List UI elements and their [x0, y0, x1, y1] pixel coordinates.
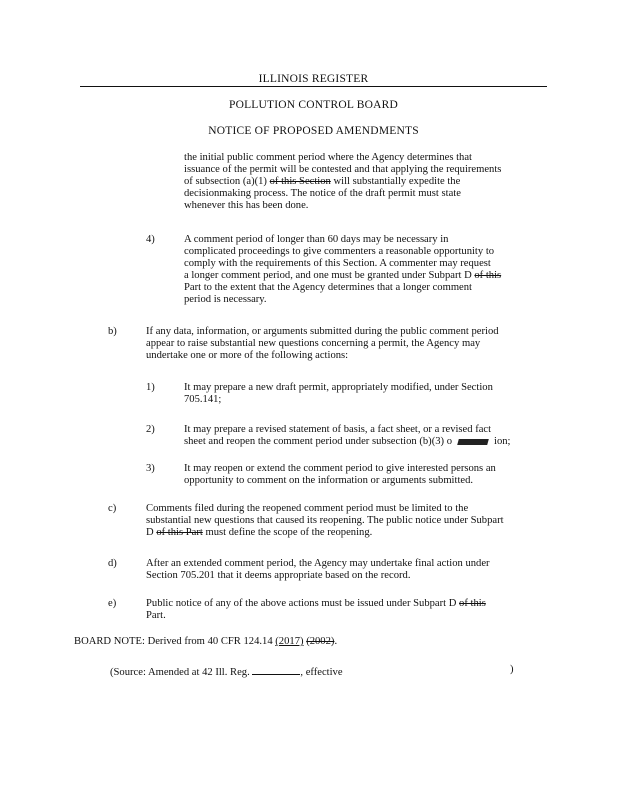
- deleted-text: (2002): [306, 636, 335, 647]
- text-span: will substantially expedite the: [333, 176, 461, 187]
- intro-paragraph: [184, 152, 501, 212]
- text-line: Section 705.201 that it deems appropriate based on the record.: [146, 570, 411, 581]
- item-label: e): [108, 598, 117, 609]
- text-line: undertake one or more of the following actions:: [146, 350, 349, 361]
- item-label: c): [108, 503, 117, 514]
- text-line: opportunity to comment on the information or arguments submitted.: [184, 475, 474, 486]
- text-span: sheet and reopen the comment period under subsection (b)(3) o: [184, 436, 452, 447]
- paragraph-e: [146, 598, 486, 622]
- text-span: (Source: Amended at 42 Ill. Reg.: [110, 667, 250, 678]
- item-label: 1): [146, 382, 155, 393]
- text-line: decisionmaking process. The notice of the draft permit must state: [184, 188, 461, 199]
- subitem-2: [184, 424, 510, 448]
- text-line: Comments filed during the reopened comment period must be limited to the: [146, 503, 469, 514]
- text-line: Part.: [146, 610, 166, 621]
- subitem-3: [184, 463, 496, 487]
- deleted-text: of this Section: [269, 176, 331, 187]
- text-line: A comment period of longer than 60 days may be necessary in: [184, 234, 449, 245]
- text-line: Part to the extent that the Agency determines that a longer comment: [184, 282, 473, 293]
- text-line: period is necessary.: [184, 294, 267, 305]
- source-line: [110, 664, 520, 679]
- text-line: It may prepare a revised statement of basis, a fact sheet, or a revised fact: [184, 424, 492, 435]
- text-line: [146, 527, 504, 539]
- text-span: .: [334, 636, 338, 647]
- text-line: After an extended comment period, the Agency may undertake final action under: [146, 558, 490, 569]
- inserted-text: (2017): [275, 636, 304, 647]
- item-4-paragraph: [184, 234, 501, 306]
- text-span: BOARD NOTE: Derived from 40 CFR 124.14: [74, 636, 273, 647]
- text-line: [184, 176, 501, 188]
- board-note: [74, 636, 337, 648]
- text-span: D: [146, 527, 154, 538]
- board-title: POLLUTION CONTROL BOARD: [228, 99, 398, 111]
- text-span: of subsection (a)(1): [184, 176, 267, 187]
- text-line: It may reopen or extend the comment period to give interested persons an: [184, 463, 496, 474]
- item-label: 4): [146, 234, 155, 245]
- item-label: 3): [146, 463, 155, 474]
- text-span: a longer comment period, and one must be granted under Subpart D: [184, 270, 472, 281]
- text-span: ion;: [494, 436, 511, 447]
- text-line: [184, 436, 510, 448]
- text-line: complicated proceedings to give commenters a reasonable opportunity to: [184, 246, 495, 257]
- notice-title: NOTICE OF PROPOSED AMENDMENTS: [208, 125, 419, 137]
- text-span: must define the scope of the reopening.: [205, 527, 373, 538]
- register-title: ILLINOIS REGISTER: [258, 73, 369, 85]
- text-span: ): [510, 664, 514, 675]
- deleted-text: of this Part: [156, 527, 203, 538]
- text-span: , effective: [300, 667, 343, 678]
- text-line: comply with the requirements of this Section. A commenter may request: [184, 258, 491, 269]
- text-span: Public notice of any of the above actions must be issued under Subpart D: [146, 598, 457, 609]
- text-line: It may prepare a new draft permit, appropriately modified, under Section: [184, 382, 493, 393]
- paragraph-c: [146, 503, 504, 539]
- header-rule: [80, 86, 547, 87]
- text-line: whenever this has been done.: [184, 200, 309, 211]
- item-label: 2): [146, 424, 155, 435]
- deleted-text: of this: [459, 598, 486, 609]
- ink-smudge: [457, 439, 489, 445]
- text-line: the initial public comment period where the Agency determines that: [184, 152, 473, 163]
- text-line: 705.141;: [184, 394, 222, 405]
- text-line: [184, 270, 501, 282]
- subitem-1: [184, 382, 493, 406]
- paragraph-d: [146, 558, 490, 582]
- blank-field: [252, 664, 300, 675]
- text-line: issuance of the permit will be contested and that applying the requirements: [184, 164, 502, 175]
- item-label: d): [108, 558, 117, 569]
- paragraph-b: [146, 326, 499, 362]
- deleted-text: of this: [474, 270, 502, 281]
- text-line: appear to raise substantial new questions concerning a permit, the Agency may: [146, 338, 481, 349]
- text-line: substantial new questions that caused its reopening. The public notice under Subpart: [146, 515, 504, 526]
- text-line: If any data, information, or arguments submitted during the public comment period: [146, 326, 499, 337]
- item-label: b): [108, 326, 117, 337]
- text-line: [146, 598, 486, 610]
